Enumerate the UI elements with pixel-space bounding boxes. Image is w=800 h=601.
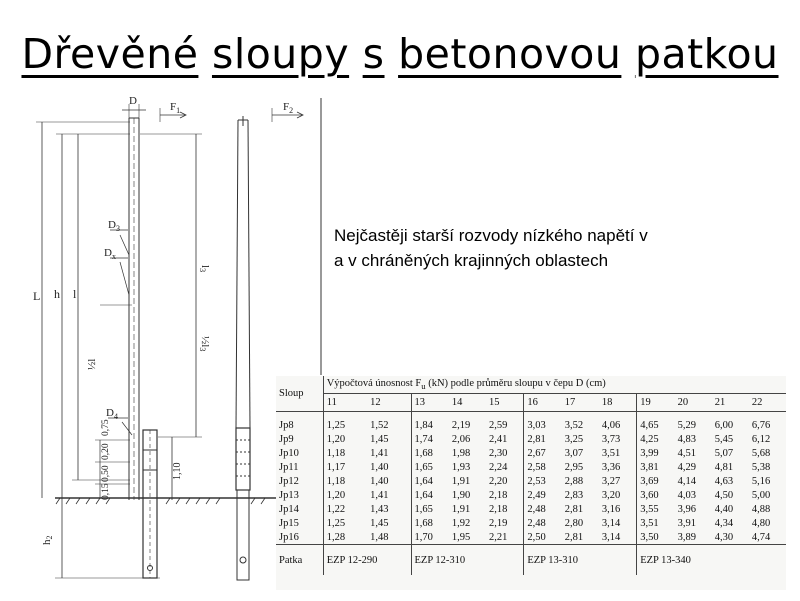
table-row xyxy=(276,460,786,474)
table-cell: 1,64 xyxy=(414,489,433,501)
table-cell: 4,65 xyxy=(640,419,659,431)
table-cell: 3,81 xyxy=(640,461,659,473)
table-cell: 3,60 xyxy=(640,489,659,501)
table-cell: 4,74 xyxy=(751,531,771,543)
table-body xyxy=(276,412,786,545)
table-row xyxy=(276,446,786,460)
label-half-l: ½l xyxy=(86,358,98,370)
table-cell: 6,12 xyxy=(751,433,771,445)
table-cell: 2,21 xyxy=(486,530,524,545)
label-l3: l3 xyxy=(198,265,211,273)
description xyxy=(334,223,774,273)
row-sloup-name: Jp11 xyxy=(276,460,323,474)
table-row xyxy=(276,488,786,502)
patka-row xyxy=(276,545,786,576)
table-cell: 6,76 xyxy=(751,419,771,431)
table-cell: 3,73 xyxy=(599,432,637,446)
table-cell: 2,18 xyxy=(486,488,524,502)
row-sloup-name: Jp12 xyxy=(276,474,323,488)
table-cell: 2,80 xyxy=(564,517,584,529)
label-half-l3: ½l3 xyxy=(198,336,211,352)
diameter-header: 12 xyxy=(367,394,411,412)
table-cell: 1,91 xyxy=(451,503,471,515)
table-cell: 1,40 xyxy=(367,474,411,488)
label-dx: $D_x$ xyxy=(104,247,116,261)
table-cell: 2,19 xyxy=(486,516,524,530)
table-row xyxy=(276,502,786,516)
table-cell: 3,69 xyxy=(640,475,659,487)
table-cell: 1,45 xyxy=(367,432,411,446)
label-f2: $F_2$ xyxy=(283,101,294,115)
table-cell: 1,93 xyxy=(451,461,471,473)
table-cell: 1,68 xyxy=(414,517,433,529)
table-cell: 1,95 xyxy=(451,531,471,543)
table-cell: 2,83 xyxy=(564,489,584,501)
table-cell: 4,81 xyxy=(714,461,734,473)
table-cell: 5,68 xyxy=(751,447,771,459)
diameter-header: 21 xyxy=(712,394,749,412)
row-sloup-name: Jp15 xyxy=(276,516,323,530)
table-cell: 2,48 xyxy=(527,517,546,529)
table-cell: 2,30 xyxy=(486,446,524,460)
table-cell: 2,18 xyxy=(486,502,524,516)
table-cell: 3,51 xyxy=(640,517,659,529)
table-cell: 2,59 xyxy=(486,412,524,433)
table-cell: 2,95 xyxy=(564,461,584,473)
table-cell: 3,99 xyxy=(640,447,659,459)
label-dim-050: 0,50 xyxy=(101,465,111,482)
table-cell: 4,51 xyxy=(677,447,696,459)
row-sloup-name: Jp9 xyxy=(276,432,323,446)
title-word-2: sloupy xyxy=(211,30,350,78)
row-sloup-name: Jp16 xyxy=(276,530,323,545)
table-cell: 2,88 xyxy=(564,475,584,487)
diameter-header: 20 xyxy=(675,394,712,412)
table-row xyxy=(276,412,786,433)
ground-hatch xyxy=(56,498,265,504)
row-sloup-name: Jp8 xyxy=(276,412,323,433)
table-row xyxy=(276,530,786,545)
diameter-header: 11 xyxy=(323,394,367,412)
table-cell: 1,98 xyxy=(451,447,471,459)
table-cell: 3,20 xyxy=(599,488,637,502)
table-row xyxy=(276,474,786,488)
table-cell: 3,27 xyxy=(599,474,637,488)
table-cell: 2,81 xyxy=(564,531,584,543)
diameter-header: 17 xyxy=(562,394,599,412)
table-cell: 4,63 xyxy=(714,475,734,487)
capacity-table xyxy=(276,376,786,575)
header-caption: Výpočtová únosnost $F_u$ (kN) podle průměru sloupu v čepu D (cm) xyxy=(323,376,786,394)
table-cell: 3,03 xyxy=(527,419,546,431)
row-sloup-name: Jp13 xyxy=(276,488,323,502)
label-h: h xyxy=(54,287,60,301)
label-dim-110: 1,10 xyxy=(172,462,183,480)
table-cell: 5,45 xyxy=(714,433,734,445)
table-cell: 3,55 xyxy=(640,503,659,515)
table-cell: 1,18 xyxy=(326,475,346,487)
title-word-3: s xyxy=(362,30,385,78)
table-cell: 3,16 xyxy=(599,502,637,516)
label-dim-075: 0,75 xyxy=(101,419,111,436)
table-cell: 5,16 xyxy=(751,475,771,487)
diameter-header-row xyxy=(276,394,786,412)
table-cell: 1,22 xyxy=(326,503,346,515)
patka-group-1: EZP 12-290 xyxy=(323,545,411,576)
diameter-header: 18 xyxy=(599,394,637,412)
table-cell: 4,25 xyxy=(640,433,659,445)
table-cell: 5,38 xyxy=(751,461,771,473)
table-cell: 2,50 xyxy=(527,531,546,543)
table-cell: 3,25 xyxy=(564,433,584,445)
table-cell: 3,89 xyxy=(677,531,696,543)
table-cell: 2,67 xyxy=(527,447,546,459)
diameter-header: 13 xyxy=(411,394,449,412)
table-cell: 1,20 xyxy=(326,433,346,445)
table-cell: 1,25 xyxy=(326,517,346,529)
label-d4: $D_4$ xyxy=(106,407,118,421)
table-cell: 1,64 xyxy=(414,475,433,487)
table-cell: 4,80 xyxy=(751,517,771,529)
title-word-5: patkou xyxy=(634,30,779,78)
table-row xyxy=(276,516,786,530)
label-dim-015: 0,15 xyxy=(101,483,111,500)
table-cell: 3,52 xyxy=(564,419,584,431)
table-cell: 4,50 xyxy=(714,489,734,501)
table-cell: 1,41 xyxy=(367,446,411,460)
table-cell: 6,00 xyxy=(714,419,734,431)
table-cell: 1,20 xyxy=(326,489,346,501)
patka-group-3: EZP 13-310 xyxy=(524,545,637,576)
table-cell: 1,40 xyxy=(367,460,411,474)
table-cell: 1,74 xyxy=(414,433,433,445)
table-cell: 4,30 xyxy=(714,531,734,543)
patka-group-4: EZP 13-340 xyxy=(637,545,786,576)
diameter-header: 16 xyxy=(524,394,562,412)
table-cell: 1,41 xyxy=(367,488,411,502)
table-cell: 1,25 xyxy=(326,419,346,431)
label-d3: $D_3$ xyxy=(108,219,120,233)
label-f1: $F_1$ xyxy=(170,101,181,115)
label-l-total: L xyxy=(33,289,41,303)
diameter-header: 19 xyxy=(637,394,675,412)
title-word-4: betonovou xyxy=(398,30,622,78)
table-cell: 1,65 xyxy=(414,461,433,473)
table-cell: 2,58 xyxy=(527,461,546,473)
table-cell: 4,34 xyxy=(714,517,734,529)
table-cell: 2,81 xyxy=(564,503,584,515)
table-cell: 2,20 xyxy=(486,474,524,488)
table-cell: 2,49 xyxy=(527,489,546,501)
table-cell: 1,52 xyxy=(367,412,411,433)
row-sloup-name: Jp10 xyxy=(276,446,323,460)
table-cell: 4,03 xyxy=(677,489,696,501)
table-cell: 1,70 xyxy=(414,531,433,543)
table-cell: 1,92 xyxy=(451,517,471,529)
table-cell: 3,51 xyxy=(599,446,637,460)
table-cell: 4,29 xyxy=(677,461,696,473)
patka-label: Patka xyxy=(276,545,323,576)
table-cell: 1,18 xyxy=(326,447,346,459)
table-cell: 3,50 xyxy=(640,531,659,543)
row-sloup-name: Jp14 xyxy=(276,502,323,516)
diameter-header: 15 xyxy=(486,394,524,412)
header-sloup: Sloup xyxy=(276,376,323,412)
table-cell: 1,48 xyxy=(367,530,411,545)
table-cell: 1,68 xyxy=(414,447,433,459)
table-cell: 2,81 xyxy=(527,433,546,445)
pole-front xyxy=(129,118,157,578)
pole-side xyxy=(236,116,250,580)
table-row xyxy=(276,432,786,446)
capacity-table-wrap xyxy=(276,376,786,590)
table-cell: 3,36 xyxy=(599,460,637,474)
table-cell: 4,06 xyxy=(599,412,637,433)
table-cell: 1,45 xyxy=(367,516,411,530)
page-title xyxy=(0,30,800,78)
table-cell: 4,88 xyxy=(751,503,771,515)
diameter-header: 22 xyxy=(749,394,786,412)
table-cell: 1,91 xyxy=(451,475,471,487)
table-cell: 2,48 xyxy=(527,503,546,515)
table-cell: 2,19 xyxy=(451,419,471,431)
table-cell: 1,84 xyxy=(414,419,433,431)
table-cell: 4,40 xyxy=(714,503,734,515)
table-cell: 1,28 xyxy=(326,531,346,543)
table-cell: 5,07 xyxy=(714,447,734,459)
label-h2: h2 xyxy=(41,535,54,545)
label-dim-020: 0,20 xyxy=(101,443,111,460)
table-cell: 3,14 xyxy=(599,530,637,545)
table-cell: 1,17 xyxy=(326,461,346,473)
table-cell: 4,14 xyxy=(677,475,696,487)
description-line-1: Nejčastěji starší rozvody nízkého napětí v xyxy=(334,226,648,245)
description-line-2: a v chráněných krajinných oblastech xyxy=(334,251,609,270)
label-l: l xyxy=(73,287,77,301)
table-cell: 3,96 xyxy=(677,503,696,515)
table-cell: 1,90 xyxy=(451,489,471,501)
table-cell: 5,29 xyxy=(677,419,696,431)
table-cell: 2,53 xyxy=(527,475,546,487)
table-cell: 3,07 xyxy=(564,447,584,459)
table-cell: 2,41 xyxy=(486,432,524,446)
label-d: D xyxy=(129,95,137,107)
table-cell: 3,91 xyxy=(677,517,696,529)
table-cell: 3,14 xyxy=(599,516,637,530)
title-word-1: Dřevěné xyxy=(21,30,199,78)
table-cell: 1,65 xyxy=(414,503,433,515)
table-cell: 5,00 xyxy=(751,489,771,501)
table-cell: 2,06 xyxy=(451,433,471,445)
table-cell: 1,43 xyxy=(367,502,411,516)
patka-group-2: EZP 12-310 xyxy=(411,545,524,576)
table-cell: 2,24 xyxy=(486,460,524,474)
diameter-header: 14 xyxy=(449,394,486,412)
table-cell: 4,83 xyxy=(677,433,696,445)
